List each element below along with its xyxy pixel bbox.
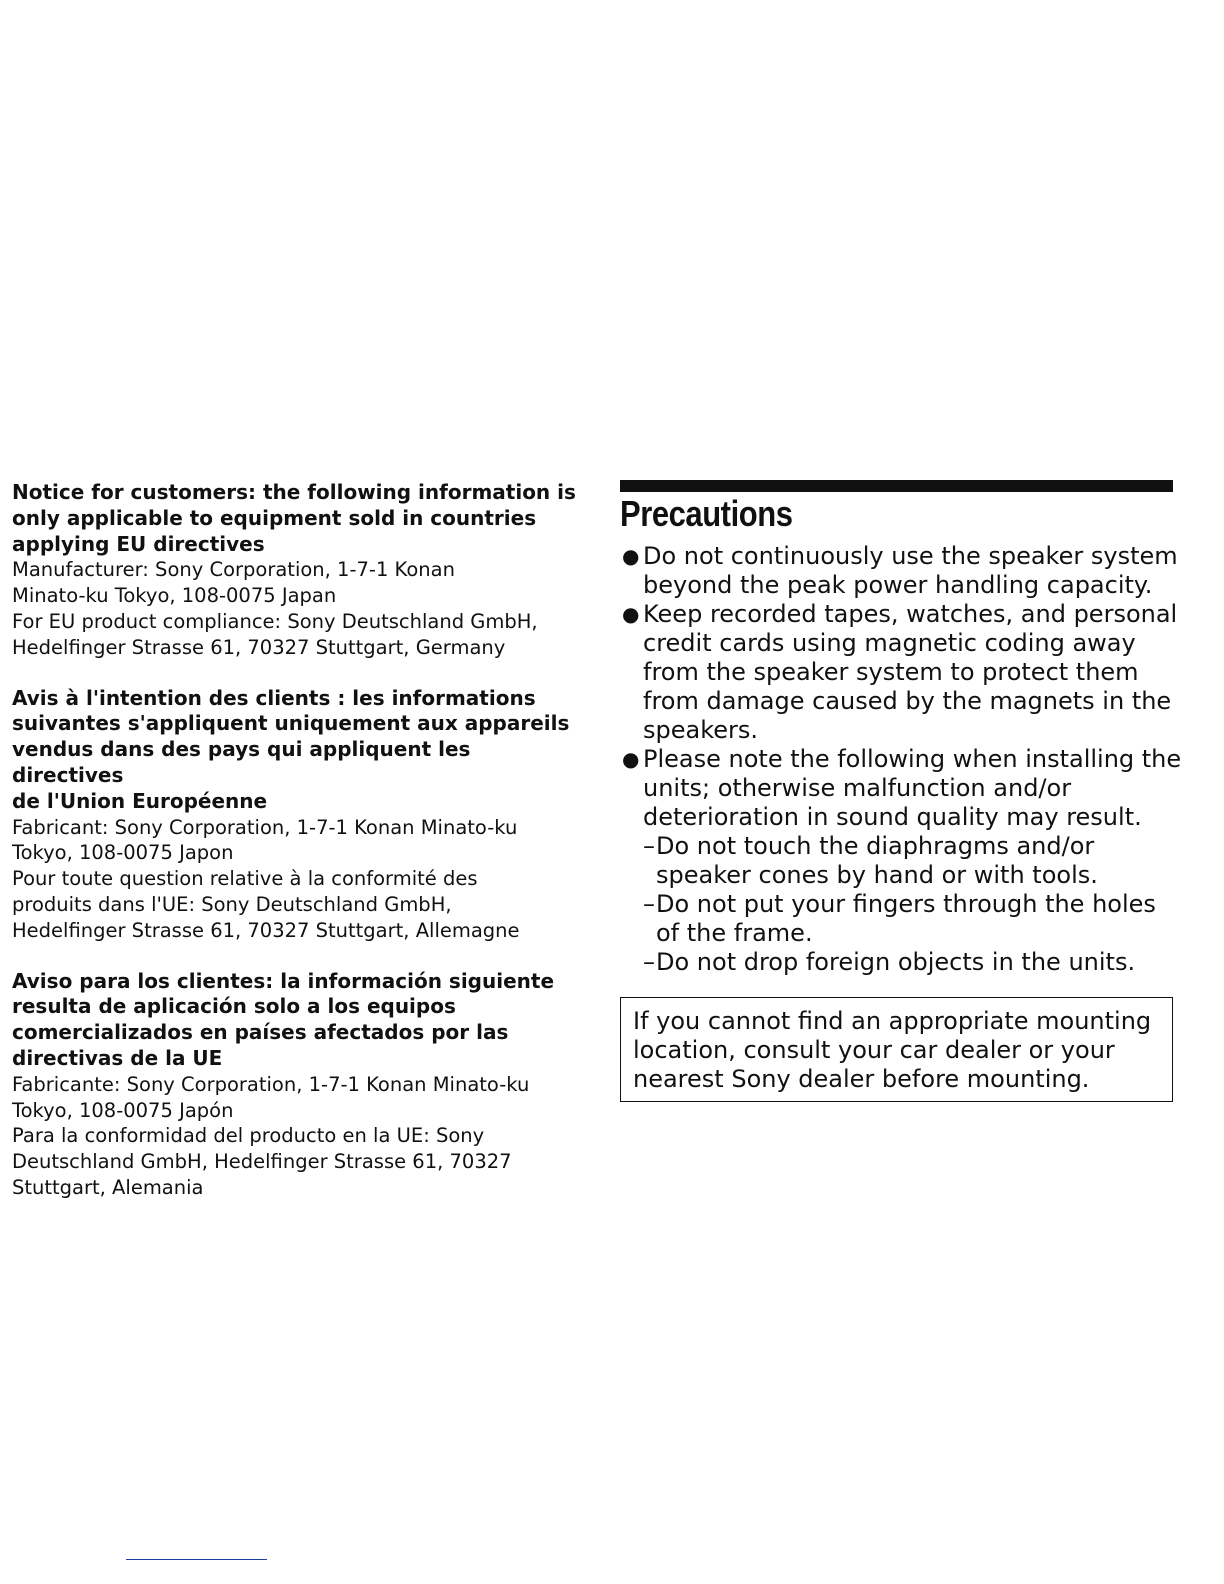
notice-english-heading <box>12 480 584 557</box>
mounting-advice-line: nearest Sony dealer before mounting. <box>633 1065 1090 1093</box>
notice-heading-line: applying EU directives <box>12 531 265 556</box>
notice-body-line: Stuttgart, Alemania <box>12 1175 204 1199</box>
notice-body-line: Manufacturer: Sony Corporation, 1-7-1 Konan <box>12 558 455 582</box>
notice-heading-line: Notice for customers: the following information is <box>12 480 576 504</box>
sub-precaution-item <box>643 832 1173 890</box>
precautions-section <box>620 480 1182 1102</box>
precaution-item <box>620 542 1178 600</box>
precaution-line: from the speaker system to protect them <box>643 658 1139 686</box>
sub-precaution-line: Do not put your fingers through the holes <box>656 890 1156 918</box>
notice-heading-line: de l'Union Européenne <box>12 788 268 813</box>
notice-spanish <box>12 969 584 1201</box>
sub-precaution-line: Do not touch the diaphragms and/or <box>656 832 1095 860</box>
notice-body-line: Fabricante: Sony Corporation, 1-7-1 Konan Minato-ku <box>12 1072 530 1096</box>
sub-precaution-item <box>643 890 1173 948</box>
notice-french <box>12 686 584 944</box>
precaution-line: credit cards using magnetic coding away <box>643 629 1136 657</box>
notice-heading-line: only applicable to equipment sold in countries <box>12 505 537 530</box>
precaution-item <box>620 745 1182 977</box>
precaution-line: Do not continuously use the speaker system <box>643 542 1178 570</box>
notice-heading-line: Aviso para los clientes: la información siguiente <box>12 968 555 993</box>
eu-notices-column <box>12 480 584 1199</box>
notice-heading-line: resulta de aplicación solo a los equipos <box>12 994 456 1019</box>
mounting-advice-box <box>620 997 1173 1102</box>
precaution-line: Keep recorded tapes, watches, and personal <box>643 600 1178 628</box>
notice-body-line: Deutschland GmbH, Hedelfinger Strasse 61, 70327 <box>12 1150 512 1174</box>
bullet-icon: ● <box>622 602 640 626</box>
precaution-line: beyond the peak power handling capacity. <box>643 571 1153 599</box>
sub-precaution-item <box>643 948 1173 977</box>
precaution-line: from damage caused by the magnets in the <box>643 687 1172 715</box>
dash-icon: – <box>643 948 655 976</box>
precaution-line: speakers. <box>643 716 759 744</box>
notice-heading-line: comercializados en países afectados por las <box>12 1020 509 1045</box>
notice-body-line: Fabricant: Sony Corporation, 1-7-1 Konan Minato-ku <box>12 815 518 839</box>
bullet-icon: ● <box>622 747 640 771</box>
section-heading-bar <box>620 480 1173 492</box>
precautions-list <box>620 542 1182 977</box>
notice-french-heading <box>12 686 584 815</box>
precautions-title: Precautions <box>620 493 793 534</box>
precaution-line: Please note the following when installing the <box>643 745 1182 773</box>
notice-spanish-heading <box>12 969 584 1072</box>
sub-precaution-line: speaker cones by hand or with tools. <box>656 861 1098 889</box>
sub-precaution-line: Do not drop foreign objects in the units. <box>656 948 1136 976</box>
mounting-advice-line: location, consult your car dealer or your <box>633 1036 1115 1064</box>
dash-icon: – <box>643 832 655 860</box>
sub-precaution-line: of the frame. <box>656 919 813 947</box>
notice-heading-line: vendus dans des pays qui appliquent les directives <box>12 737 471 787</box>
bullet-icon: ● <box>622 544 640 568</box>
notice-body-line: Minato-ku Tokyo, 108-0075 Japan <box>12 584 337 608</box>
notice-body-line: Hedelfinger Strasse 61, 70327 Stuttgart, Allemagne <box>12 918 520 942</box>
precaution-line: deterioration in sound quality may result. <box>643 803 1142 831</box>
notice-body-line: Tokyo, 108-0075 Japón <box>12 1098 234 1122</box>
notice-body-line: Hedelfinger Strasse 61, 70327 Stuttgart, Germany <box>12 635 506 659</box>
notice-heading-line: Avis à l'intention des clients : les informations <box>12 685 536 710</box>
notice-body-line: For EU product compliance: Sony Deutschland GmbH, <box>12 609 538 633</box>
footnote-divider <box>126 1559 267 1560</box>
dash-icon: – <box>643 890 655 918</box>
notice-english <box>12 480 584 661</box>
notice-body-line: produits dans l'UE: Sony Deutschland GmbH, <box>12 892 452 916</box>
notice-heading-line: suivantes s'appliquent uniquement aux appareils <box>12 711 570 736</box>
notice-body-line: Pour toute question relative à la conformité des <box>12 867 478 891</box>
precaution-item <box>620 600 1178 745</box>
installation-sub-list <box>643 832 1173 977</box>
notice-body-line: Tokyo, 108-0075 Japon <box>12 841 234 865</box>
notice-heading-line: directivas de la UE <box>12 1045 223 1070</box>
precaution-line: units; otherwise malfunction and/or <box>643 774 1072 802</box>
notice-body-line: Para la conformidad del producto en la UE: Sony <box>12 1124 485 1148</box>
mounting-advice-line: If you cannot find an appropriate mounting <box>633 1007 1152 1035</box>
